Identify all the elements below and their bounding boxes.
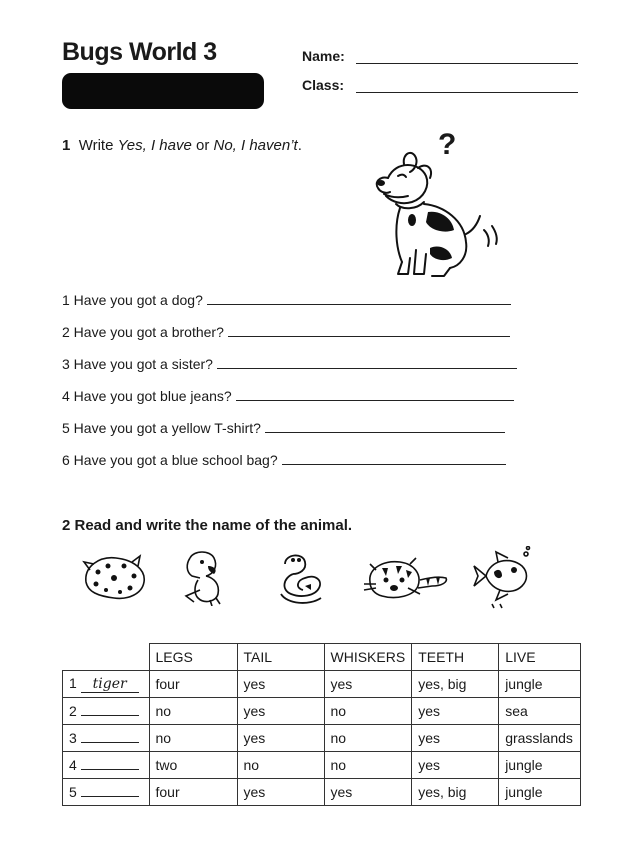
table-cell: two (149, 752, 237, 779)
question-1: 1 Have you got a dog? (62, 292, 511, 308)
table-cell: yes (324, 671, 412, 698)
parrot-icon (180, 548, 230, 606)
worksheet-title: Bugs World 3 (62, 38, 217, 66)
table-header-cell: TEETH (412, 644, 499, 671)
snake-icon (275, 550, 329, 606)
table-cell: no (149, 725, 237, 752)
table-header-cell: WHISKERS (324, 644, 412, 671)
table-cell: four (149, 779, 237, 806)
answer-line-2[interactable] (228, 324, 510, 337)
section1-heading: 1 Write Yes, I have or No, I haven’t. (62, 137, 302, 154)
table-cell: no (149, 698, 237, 725)
table-cell: sea (499, 698, 581, 725)
table-cell: no (324, 725, 412, 752)
question-3: 3 Have you got a sister? (62, 356, 517, 372)
class-label: Class: (302, 77, 345, 93)
question-4: 4 Have you got blue jeans? (62, 388, 514, 404)
table-cell: grasslands (499, 725, 581, 752)
fish-icon (472, 546, 532, 610)
table-cell: no (237, 752, 324, 779)
leopard-icon (80, 552, 152, 602)
table-cell: yes, big (412, 779, 499, 806)
table-cell: yes, big (412, 671, 499, 698)
answer-cell-2[interactable]: 2 (63, 698, 150, 725)
table-cell: four (149, 671, 237, 698)
answer-line-1[interactable] (207, 292, 511, 305)
table-cell: yes (237, 725, 324, 752)
name-label: Name: (302, 48, 345, 64)
answer-line-5[interactable] (265, 420, 505, 433)
question-5: 5 Have you got a yellow T-shirt? (62, 420, 505, 436)
table-cell: yes (237, 698, 324, 725)
table-header-row (63, 644, 581, 671)
answer-cell-3[interactable]: 3 (63, 725, 150, 752)
table-row (63, 752, 581, 779)
table-header-cell: LEGS (149, 644, 237, 671)
answer-line-6[interactable] (282, 452, 506, 465)
answer-cell-4[interactable]: 4 (63, 752, 150, 779)
table-cell: jungle (499, 779, 581, 806)
table-cell: yes (237, 671, 324, 698)
table-cell: yes (412, 752, 499, 779)
question-6: 6 Have you got a blue school bag? (62, 452, 506, 468)
table-header-cell: TAIL (237, 644, 324, 671)
table-cell: no (324, 752, 412, 779)
table-header-cell (63, 644, 150, 671)
table-header-cell: LIVE (499, 644, 581, 671)
table-row (63, 725, 581, 752)
table-cell: jungle (499, 752, 581, 779)
tiger-icon (362, 556, 450, 602)
answer-cell-5[interactable]: 5 (63, 779, 150, 806)
question-2: 2 Have you got a brother? (62, 324, 510, 340)
table-cell: yes (412, 698, 499, 725)
table-cell: no (324, 698, 412, 725)
table-row (63, 671, 581, 698)
class-field[interactable] (356, 92, 578, 93)
table-row (63, 698, 581, 725)
name-field[interactable] (356, 63, 578, 64)
animal-table (62, 643, 581, 806)
table-cell: yes (412, 725, 499, 752)
answer-cell-1[interactable]: 1 tiger (63, 671, 150, 698)
question-mark: ? (438, 128, 457, 161)
table-row (63, 779, 581, 806)
title-banner (62, 73, 264, 109)
table-cell: yes (237, 779, 324, 806)
handwritten-answer: tiger (81, 676, 139, 693)
section2-heading: 2 Read and write the name of the animal. (62, 517, 353, 534)
dog-icon (368, 150, 502, 284)
table-cell: jungle (499, 671, 581, 698)
table-cell: yes (324, 779, 412, 806)
answer-line-3[interactable] (217, 356, 517, 369)
answer-line-4[interactable] (236, 388, 514, 401)
